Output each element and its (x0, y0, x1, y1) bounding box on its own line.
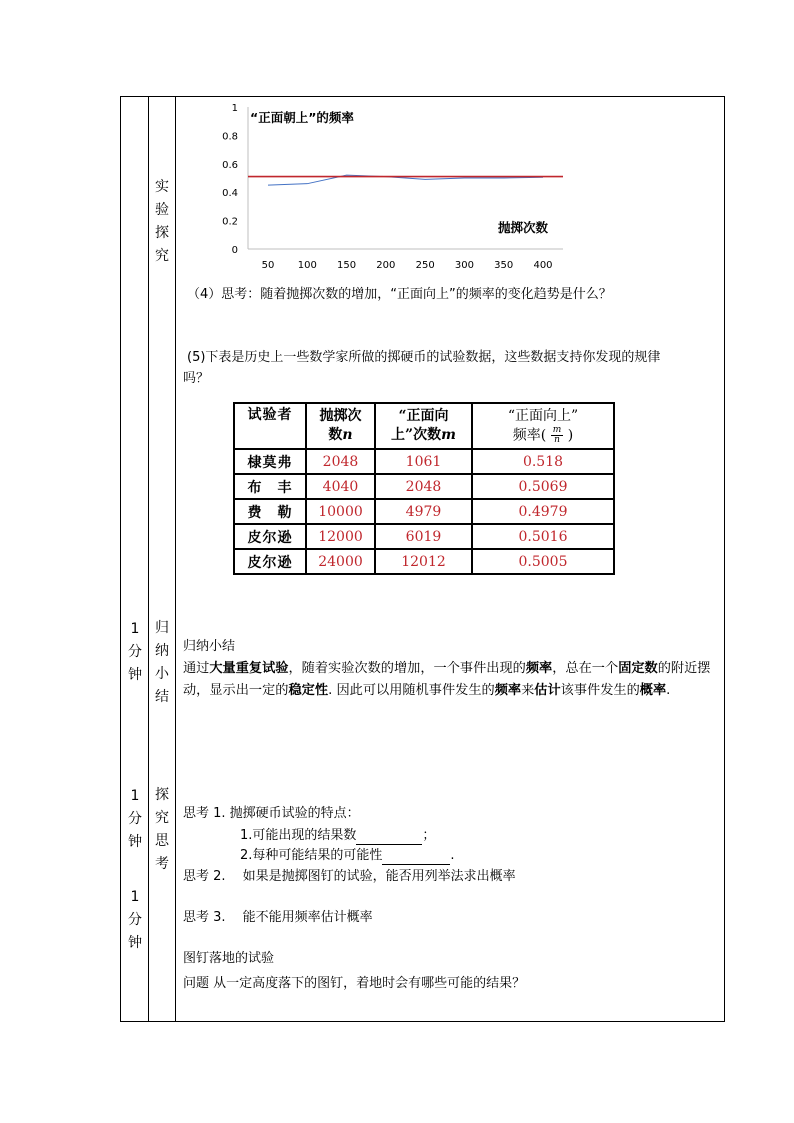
think-1: 思考 1. 抛掷硬币试验的特点： (183, 806, 360, 821)
chart-y-ticks (222, 103, 238, 256)
x-tick-label: 400 (533, 260, 553, 271)
y-tick-label: 0.8 (222, 131, 238, 143)
frequency-cell: 0.5005 (472, 549, 614, 574)
question-5-line-1: (5)下表是历史上一些数学家所做的掷硬币的试验数据，这些数据支持你发现的规律 (187, 350, 661, 365)
answer-blank-2 (382, 864, 450, 865)
experimenter-cell: 费 勒 (234, 499, 306, 524)
header-heads-count: “正面向 上”次数m (375, 403, 472, 449)
frequency-cell: 0.518 (472, 449, 614, 474)
think-3: 思考 3. 能不能用频率估计概率 (183, 910, 373, 925)
pin-experiment-title: 图钉落地的试验 (183, 951, 275, 966)
toss-count-cell: 12000 (306, 524, 375, 549)
toss-count-cell: 2048 (306, 449, 375, 474)
time-label-think: 1 分 钟 (128, 788, 142, 850)
y-tick-label: 0.4 (222, 188, 238, 200)
column-divider-1 (148, 96, 149, 1022)
stage-label-summary: 归 纳 小 结 (155, 620, 169, 705)
experimenter-cell: 布 丰 (234, 474, 306, 499)
frequency-cell: 0.5069 (472, 474, 614, 499)
x-tick-label: 100 (297, 260, 317, 271)
stage-label-think: 探 究 思 考 (155, 787, 169, 872)
frequency-cell: 0.4979 (472, 499, 614, 524)
header-experimenter: 试验者 (234, 403, 306, 449)
experimenter-cell: 皮尔逊 (234, 524, 306, 549)
heads-count-cell: 1061 (375, 449, 472, 474)
think-1-item-1: 1.可能出现的结果数 ； (240, 828, 436, 843)
y-tick-label: 0.6 (222, 159, 238, 171)
heads-count-cell: 4979 (375, 499, 472, 524)
heads-count-cell: 6019 (375, 524, 472, 549)
toss-count-cell: 4040 (306, 474, 375, 499)
question-5-line-2: 吗？ (183, 371, 210, 386)
x-tick-label: 50 (261, 260, 275, 271)
coin-toss-history-table (233, 402, 615, 575)
frequency-cell: 0.5016 (472, 524, 614, 549)
stage-label-experiment: 实 验 探 究 (155, 179, 169, 264)
x-tick-label: 150 (337, 260, 357, 271)
think-2: 思考 2. 如果是抛掷图钉的试验，能否用列举法求出概率 (183, 869, 516, 884)
x-tick-label: 350 (494, 260, 514, 271)
y-tick-label: 0.2 (222, 216, 238, 228)
answer-blank-1 (356, 844, 422, 845)
summary-paragraph: 通过大量重复试验，随着实验次数的增加，一个事件出现的频率，总在一个固定数的附近摆动，显示出一定的稳定性. 因此可以用随机事件发生的频率来估计该事件发生的概率. (183, 661, 711, 698)
table-row (234, 474, 614, 499)
table-row (234, 449, 614, 474)
pin-experiment-question: 问题 从一定高度落下的图钉，着地时会有哪些可能的结果？ (183, 976, 526, 991)
header-toss-count: 抛掷次 数n (306, 403, 375, 449)
chart-x-ticks (262, 260, 553, 271)
experimenter-cell: 皮尔逊 (234, 549, 306, 574)
x-tick-label: 250 (415, 260, 435, 271)
heads-count-cell: 2048 (375, 474, 472, 499)
question-4: （4）思考：随着抛掷次数的增加，“正面向上”的频率的变化趋势是什么？ (187, 287, 612, 302)
table-row (234, 549, 614, 574)
x-tick-label: 300 (454, 260, 474, 271)
heads-count-cell: 12012 (375, 549, 472, 574)
column-divider-2 (175, 96, 176, 1022)
y-tick-label: 0 (231, 245, 238, 256)
table-row (234, 524, 614, 549)
y-tick-label: 1 (231, 103, 238, 114)
toss-count-cell: 24000 (306, 549, 375, 574)
time-label-think-2: 1 分 钟 (128, 889, 142, 951)
chart-title: “正面朝上”的频率 (250, 110, 354, 125)
toss-count-cell: 10000 (306, 499, 375, 524)
frequency-line-chart (178, 96, 578, 276)
think-1-item-2: 2.每种可能结果的可能性 . (240, 848, 455, 863)
chart-x-axis-label: 抛掷次数 (498, 220, 549, 235)
time-label-summary: 1 分 钟 (128, 621, 142, 683)
x-tick-label: 200 (376, 260, 396, 271)
table-row (234, 499, 614, 524)
experimenter-cell: 棣莫弗 (234, 449, 306, 474)
summary-title: 归纳小结 (183, 639, 236, 654)
chart-series (248, 175, 563, 185)
header-heads-frequency: “正面向上” 频率( $\frac{m}{n}$ ) (472, 403, 614, 449)
table-header-row (234, 403, 614, 449)
